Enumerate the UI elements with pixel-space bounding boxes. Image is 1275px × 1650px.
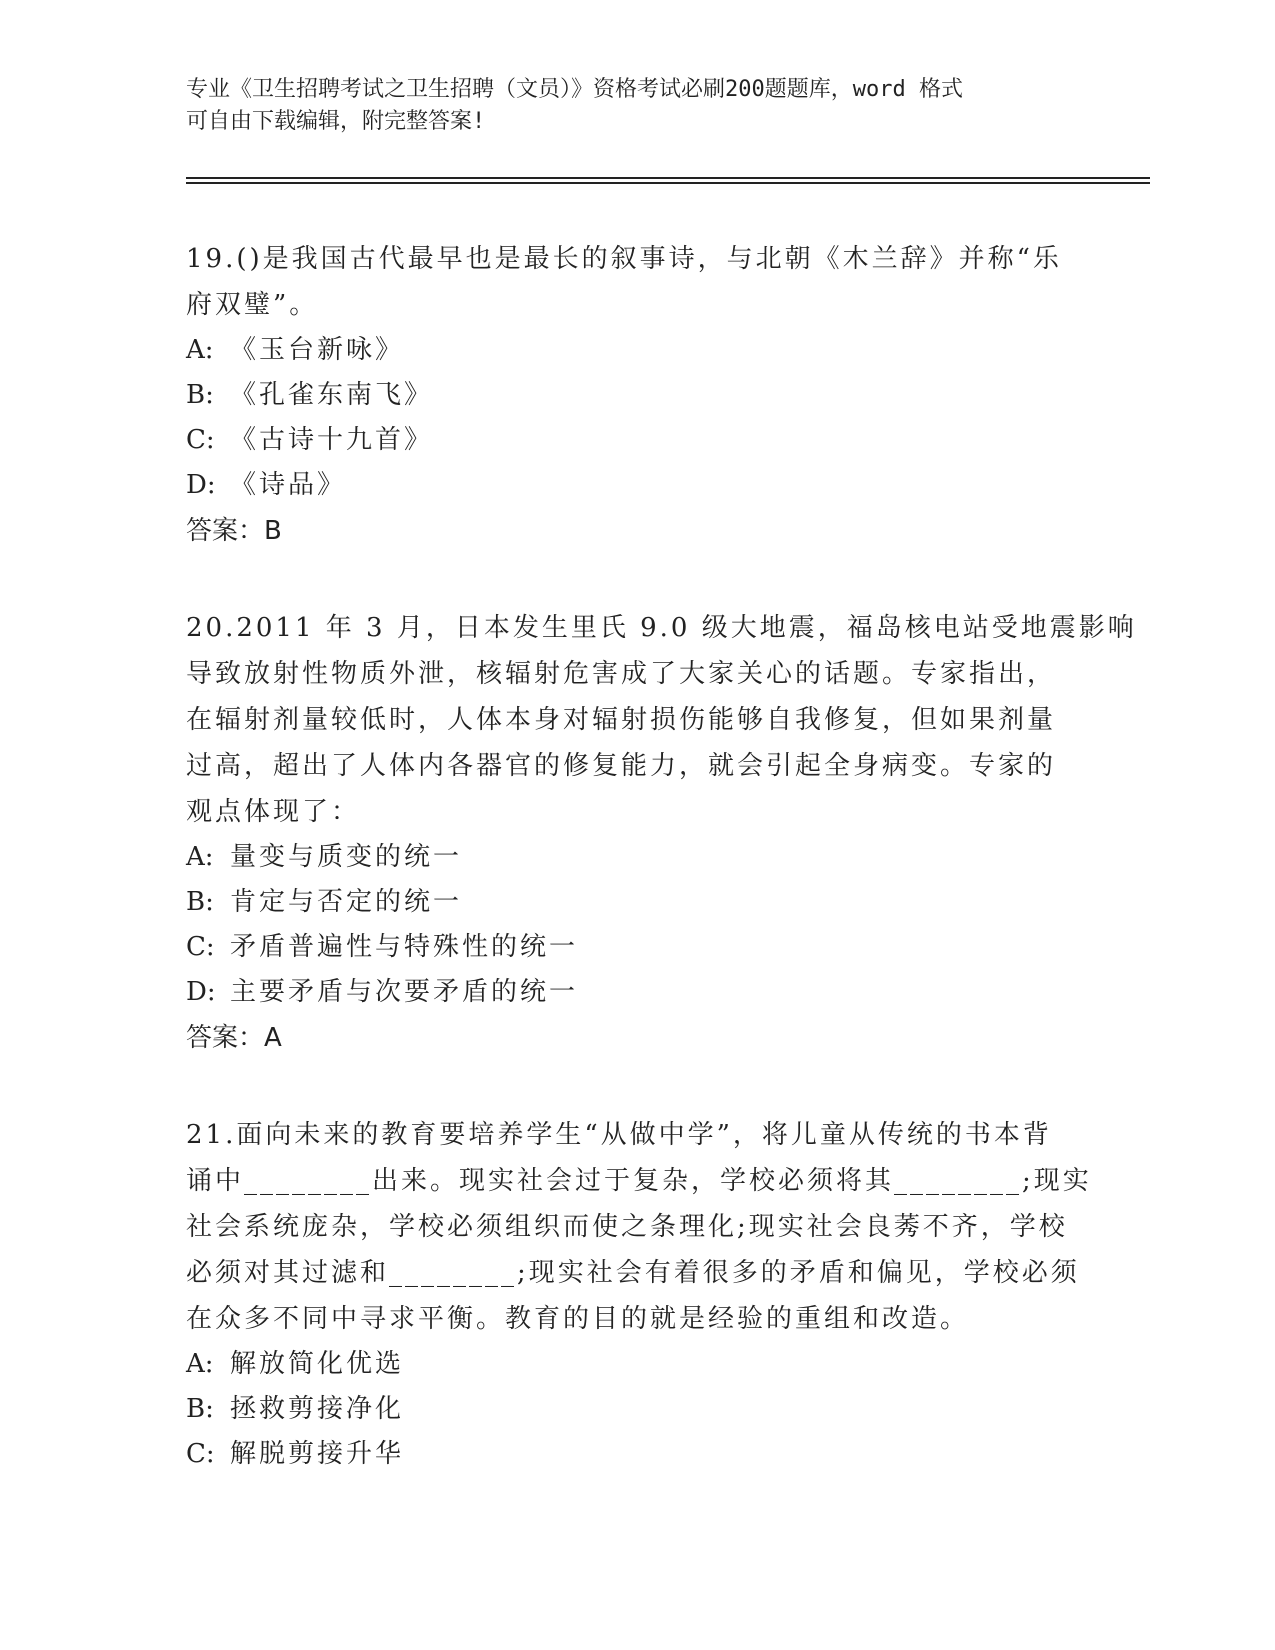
- question-20: [186, 605, 1137, 1061]
- question-21: [186, 1112, 1092, 1477]
- option-text: 拯救剪接净化: [230, 1394, 405, 1424]
- option-c: [186, 418, 1086, 463]
- question-stem-line: 观点体现了：: [186, 797, 361, 827]
- option-key: C:: [186, 425, 215, 455]
- option-text: 《古诗十九首》: [230, 425, 434, 455]
- option-text: 《孔雀东南飞》: [230, 380, 434, 410]
- answer-line: 答案：B: [186, 516, 282, 546]
- option-key: B:: [186, 887, 214, 917]
- option-d: [186, 970, 1086, 1015]
- answer-line: 答案：A: [186, 1023, 282, 1053]
- question-stem-line: 20.2011 年 3 月，日本发生里氏 9.0 级大地震，福岛核电站受地震影响: [186, 613, 1137, 643]
- option-key: C:: [186, 1439, 215, 1469]
- question-stem-line: 府双璧”。: [186, 290, 319, 320]
- option-text: 解放简化优选: [230, 1349, 405, 1379]
- header-divider-bottom: [186, 182, 1150, 184]
- question-stem-line: 导致放射性物质外泄，核辐射危害成了大家关心的话题。专家指出，: [186, 659, 1057, 689]
- header-line-2: 可自由下载编辑，附完整答案!: [186, 109, 486, 134]
- header-line-1: 专业《卫生招聘考试之卫生招聘（文员）》资格考试必刷200题题库，word 格式: [186, 77, 963, 102]
- option-c: [186, 1432, 1086, 1477]
- option-key: C:: [186, 932, 215, 962]
- question-stem-line: 过高，超出了人体内各器官的修复能力，就会引起全身病变。专家的: [186, 751, 1057, 781]
- option-text: 解脱剪接升华: [230, 1439, 405, 1469]
- question-stem-line: 在辐射剂量较低时，人体本身对辐射损伤能够自我修复，但如果剂量: [186, 705, 1057, 735]
- document-header: [186, 74, 1066, 138]
- header-divider-top: [186, 177, 1150, 179]
- option-key: D:: [186, 470, 216, 500]
- option-b: [186, 880, 1086, 925]
- option-a: [186, 328, 1086, 373]
- option-text: 主要矛盾与次要矛盾的统一: [230, 977, 579, 1007]
- option-text: 肯定与否定的统一: [230, 887, 463, 917]
- option-text: 《玉台新咏》: [230, 335, 405, 365]
- option-key: A:: [186, 1349, 214, 1379]
- option-key: A:: [186, 335, 214, 365]
- question-stem-line: 19.()是我国古代最早也是最长的叙事诗，与北朝《木兰辞》并称“乐: [186, 244, 1062, 274]
- option-key: A:: [186, 842, 214, 872]
- option-key: B:: [186, 380, 214, 410]
- question-stem-line: 诵中________出来。现实社会过于复杂，学校必须将其________;现实: [186, 1166, 1092, 1196]
- option-key: B:: [186, 1394, 214, 1424]
- option-c: [186, 925, 1086, 970]
- question-list: [186, 236, 1137, 1528]
- question-stem-line: 在众多不同中寻求平衡。教育的目的就是经验的重组和改造。: [186, 1304, 970, 1334]
- option-a: [186, 1342, 1086, 1387]
- option-text: 《诗品》: [230, 470, 347, 500]
- option-b: [186, 373, 1086, 418]
- question-19: [186, 236, 1086, 554]
- question-stem-line: 社会系统庞杂，学校必须组织而使之条理化;现实社会良莠不齐，学校: [186, 1212, 1068, 1242]
- option-b: [186, 1387, 1086, 1432]
- option-a: [186, 835, 1086, 880]
- option-text: 量变与质变的统一: [230, 842, 463, 872]
- option-key: D:: [186, 977, 216, 1007]
- question-stem-line: 必须对其过滤和________;现实社会有着很多的矛盾和偏见，学校必须: [186, 1258, 1080, 1288]
- question-stem-line: 21.面向未来的教育要培养学生“从做中学”，将儿童从传统的书本背: [186, 1120, 1052, 1150]
- option-text: 矛盾普遍性与特殊性的统一: [230, 932, 579, 962]
- option-d: [186, 463, 1086, 508]
